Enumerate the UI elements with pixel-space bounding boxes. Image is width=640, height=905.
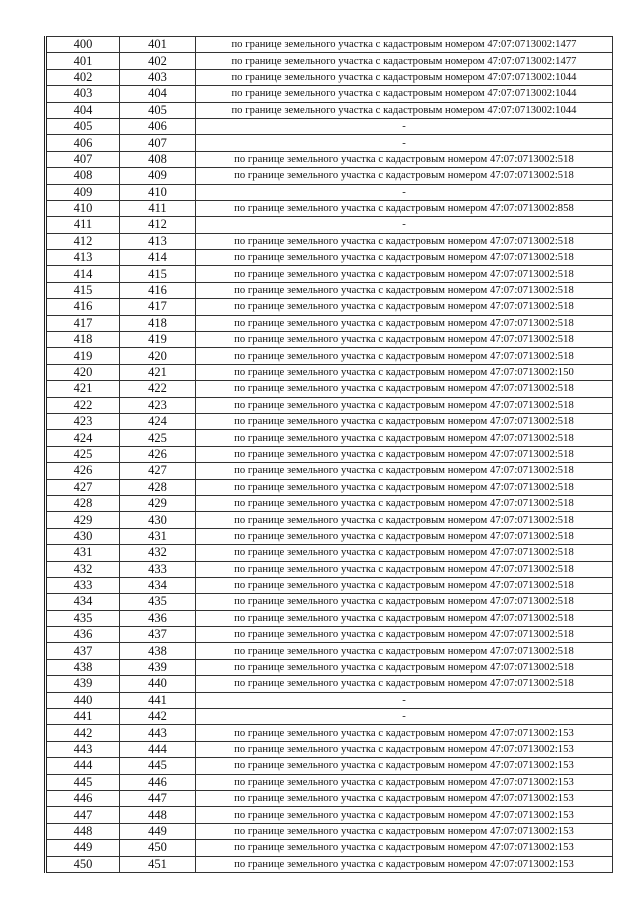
point-to-cell: 411 [120,200,196,216]
table-row [46,594,613,610]
table-row [46,282,613,298]
boundary-table [44,36,613,873]
point-to-cell: 413 [120,233,196,249]
point-from-cell: 446 [46,790,120,806]
boundary-description-cell: по границе земельного участка с кадастровым номером 47:07:0713002:153 [196,840,613,856]
boundary-description-cell: по границе земельного участка с кадастровым номером 47:07:0713002:518 [196,479,613,495]
document-page [44,36,611,873]
point-to-cell: 421 [120,364,196,380]
boundary-description-cell: по границе земельного участка с кадастровым номером 47:07:0713002:518 [196,397,613,413]
point-from-cell: 435 [46,610,120,626]
point-from-cell: 407 [46,151,120,167]
boundary-description-cell: по границе земельного участка с кадастровым номером 47:07:0713002:1044 [196,102,613,118]
table-row [46,233,613,249]
table-row [46,86,613,102]
boundary-description-cell: по границе земельного участка с кадастровым номером 47:07:0713002:518 [196,332,613,348]
point-from-cell: 428 [46,495,120,511]
boundary-description-cell: - [196,692,613,708]
boundary-description-cell: по границе земельного участка с кадастровым номером 47:07:0713002:153 [196,741,613,757]
boundary-description-cell: по границе земельного участка с кадастровым номером 47:07:0713002:858 [196,200,613,216]
point-from-cell: 432 [46,561,120,577]
boundary-description-cell: - [196,135,613,151]
point-from-cell: 426 [46,463,120,479]
boundary-description-cell: по границе земельного участка с кадастровым номером 47:07:0713002:518 [196,545,613,561]
point-from-cell: 430 [46,528,120,544]
point-to-cell: 443 [120,725,196,741]
boundary-description-cell: по границе земельного участка с кадастровым номером 47:07:0713002:1044 [196,69,613,85]
table-row [46,364,613,380]
table-row [46,53,613,69]
point-to-cell: 412 [120,217,196,233]
point-to-cell: 420 [120,348,196,364]
boundary-description-cell: по границе земельного участка с кадастровым номером 47:07:0713002:518 [196,233,613,249]
table-row [46,561,613,577]
point-from-cell: 439 [46,676,120,692]
point-to-cell: 426 [120,446,196,462]
boundary-description-cell: - [196,709,613,725]
table-row [46,774,613,790]
boundary-description-cell: по границе земельного участка с кадастровым номером 47:07:0713002:518 [196,610,613,626]
point-from-cell: 404 [46,102,120,118]
table-row [46,692,613,708]
point-to-cell: 442 [120,709,196,725]
point-from-cell: 402 [46,69,120,85]
point-from-cell: 434 [46,594,120,610]
point-from-cell: 443 [46,741,120,757]
point-from-cell: 413 [46,250,120,266]
boundary-description-cell: по границе земельного участка с кадастровым номером 47:07:0713002:153 [196,823,613,839]
point-to-cell: 419 [120,332,196,348]
point-to-cell: 435 [120,594,196,610]
table-row [46,512,613,528]
point-from-cell: 422 [46,397,120,413]
boundary-description-cell: по границе земельного участка с кадастровым номером 47:07:0713002:150 [196,364,613,380]
table-row [46,495,613,511]
boundary-description-cell: по границе земельного участка с кадастровым номером 47:07:0713002:518 [196,594,613,610]
point-to-cell: 407 [120,135,196,151]
table-row [46,725,613,741]
point-from-cell: 408 [46,168,120,184]
boundary-description-cell: - [196,217,613,233]
boundary-description-cell: по границе земельного участка с кадастровым номером 47:07:0713002:518 [196,446,613,462]
table-row [46,200,613,216]
point-from-cell: 436 [46,627,120,643]
table-row [46,266,613,282]
boundary-description-cell: по границе земельного участка с кадастровым номером 47:07:0713002:153 [196,774,613,790]
boundary-description-cell: по границе земельного участка с кадастровым номером 47:07:0713002:518 [196,413,613,429]
point-from-cell: 417 [46,315,120,331]
table-row [46,545,613,561]
point-to-cell: 428 [120,479,196,495]
table-row [46,332,613,348]
point-to-cell: 425 [120,430,196,446]
table-row [46,709,613,725]
table-row [46,413,613,429]
table-row [46,741,613,757]
table-row [46,610,613,626]
boundary-description-cell: по границе земельного участка с кадастровым номером 47:07:0713002:518 [196,676,613,692]
table-row [46,184,613,200]
table-row [46,69,613,85]
point-from-cell: 437 [46,643,120,659]
point-to-cell: 424 [120,413,196,429]
boundary-description-cell: по границе земельного участка с кадастровым номером 47:07:0713002:1477 [196,53,613,69]
table-row [46,315,613,331]
table-row [46,840,613,856]
table-row [46,627,613,643]
point-from-cell: 420 [46,364,120,380]
point-from-cell: 429 [46,512,120,528]
point-from-cell: 427 [46,479,120,495]
point-to-cell: 434 [120,577,196,593]
point-from-cell: 418 [46,332,120,348]
point-to-cell: 449 [120,823,196,839]
point-from-cell: 410 [46,200,120,216]
point-to-cell: 433 [120,561,196,577]
table-row [46,807,613,823]
point-to-cell: 438 [120,643,196,659]
table-row [46,463,613,479]
boundary-description-cell: по границе земельного участка с кадастровым номером 47:07:0713002:518 [196,643,613,659]
point-to-cell: 450 [120,840,196,856]
table-row [46,856,613,872]
boundary-description-cell: по границе земельного участка с кадастровым номером 47:07:0713002:1044 [196,86,613,102]
point-to-cell: 418 [120,315,196,331]
boundary-description-cell: по границе земельного участка с кадастровым номером 47:07:0713002:518 [196,266,613,282]
point-to-cell: 404 [120,86,196,102]
point-from-cell: 438 [46,659,120,675]
point-from-cell: 406 [46,135,120,151]
boundary-description-cell: по границе земельного участка с кадастровым номером 47:07:0713002:518 [196,577,613,593]
point-to-cell: 406 [120,118,196,134]
table-row [46,758,613,774]
point-to-cell: 416 [120,282,196,298]
point-to-cell: 440 [120,676,196,692]
boundary-description-cell: по границе земельного участка с кадастровым номером 47:07:0713002:518 [196,250,613,266]
table-row [46,446,613,462]
point-from-cell: 419 [46,348,120,364]
boundary-description-cell: по границе земельного участка с кадастровым номером 47:07:0713002:153 [196,856,613,872]
point-from-cell: 433 [46,577,120,593]
table-row [46,659,613,675]
boundary-description-cell: по границе земельного участка с кадастровым номером 47:07:0713002:153 [196,790,613,806]
table-row [46,397,613,413]
boundary-description-cell: по границе земельного участка с кадастровым номером 47:07:0713002:518 [196,348,613,364]
point-to-cell: 422 [120,381,196,397]
boundary-description-cell: - [196,184,613,200]
point-from-cell: 416 [46,299,120,315]
point-from-cell: 401 [46,53,120,69]
table-row [46,37,613,53]
point-to-cell: 439 [120,659,196,675]
point-to-cell: 415 [120,266,196,282]
boundary-description-cell: по границе земельного участка с кадастровым номером 47:07:0713002:518 [196,151,613,167]
point-to-cell: 448 [120,807,196,823]
point-to-cell: 403 [120,69,196,85]
point-to-cell: 432 [120,545,196,561]
point-to-cell: 451 [120,856,196,872]
point-from-cell: 444 [46,758,120,774]
boundary-description-cell: по границе земельного участка с кадастровым номером 47:07:0713002:1477 [196,37,613,53]
boundary-description-cell: по границе земельного участка с кадастровым номером 47:07:0713002:518 [196,627,613,643]
point-to-cell: 410 [120,184,196,200]
point-from-cell: 415 [46,282,120,298]
boundary-description-cell: - [196,118,613,134]
boundary-description-cell: по границе земельного участка с кадастровым номером 47:07:0713002:518 [196,528,613,544]
point-to-cell: 436 [120,610,196,626]
boundary-description-cell: по границе земельного участка с кадастровым номером 47:07:0713002:518 [196,381,613,397]
point-from-cell: 423 [46,413,120,429]
point-to-cell: 445 [120,758,196,774]
point-from-cell: 449 [46,840,120,856]
boundary-description-cell: по границе земельного участка с кадастровым номером 47:07:0713002:153 [196,758,613,774]
table-row [46,168,613,184]
point-to-cell: 414 [120,250,196,266]
table-body [46,37,613,873]
point-to-cell: 431 [120,528,196,544]
boundary-description-cell: по границе земельного участка с кадастровым номером 47:07:0713002:518 [196,168,613,184]
table-row [46,102,613,118]
point-from-cell: 431 [46,545,120,561]
boundary-description-cell: по границе земельного участка с кадастровым номером 47:07:0713002:518 [196,282,613,298]
boundary-description-cell: по границе земельного участка с кадастровым номером 47:07:0713002:153 [196,725,613,741]
point-to-cell: 417 [120,299,196,315]
boundary-description-cell: по границе земельного участка с кадастровым номером 47:07:0713002:518 [196,659,613,675]
table-row [46,299,613,315]
boundary-description-cell: по границе земельного участка с кадастровым номером 47:07:0713002:518 [196,299,613,315]
boundary-description-cell: по границе земельного участка с кадастровым номером 47:07:0713002:518 [196,315,613,331]
table-row [46,381,613,397]
boundary-description-cell: по границе земельного участка с кадастровым номером 47:07:0713002:518 [196,463,613,479]
point-from-cell: 421 [46,381,120,397]
point-to-cell: 409 [120,168,196,184]
point-to-cell: 402 [120,53,196,69]
point-from-cell: 405 [46,118,120,134]
boundary-description-cell: по границе земельного участка с кадастровым номером 47:07:0713002:518 [196,561,613,577]
point-to-cell: 427 [120,463,196,479]
boundary-description-cell: по границе земельного участка с кадастровым номером 47:07:0713002:518 [196,430,613,446]
point-to-cell: 430 [120,512,196,528]
point-from-cell: 447 [46,807,120,823]
point-to-cell: 444 [120,741,196,757]
point-to-cell: 437 [120,627,196,643]
point-from-cell: 403 [46,86,120,102]
point-from-cell: 445 [46,774,120,790]
point-from-cell: 414 [46,266,120,282]
table-row [46,348,613,364]
table-row [46,479,613,495]
table-row [46,823,613,839]
table-row [46,217,613,233]
point-to-cell: 405 [120,102,196,118]
point-to-cell: 423 [120,397,196,413]
table-row [46,250,613,266]
point-to-cell: 447 [120,790,196,806]
boundary-description-cell: по границе земельного участка с кадастровым номером 47:07:0713002:518 [196,512,613,528]
point-from-cell: 424 [46,430,120,446]
table-row [46,151,613,167]
table-row [46,577,613,593]
point-from-cell: 425 [46,446,120,462]
point-from-cell: 440 [46,692,120,708]
boundary-description-cell: по границе земельного участка с кадастровым номером 47:07:0713002:518 [196,495,613,511]
point-from-cell: 441 [46,709,120,725]
table-row [46,118,613,134]
table-row [46,676,613,692]
point-from-cell: 411 [46,217,120,233]
point-to-cell: 429 [120,495,196,511]
point-from-cell: 400 [46,37,120,53]
table-row [46,643,613,659]
table-row [46,430,613,446]
table-row [46,135,613,151]
point-from-cell: 412 [46,233,120,249]
boundary-description-cell: по границе земельного участка с кадастровым номером 47:07:0713002:153 [196,807,613,823]
point-to-cell: 401 [120,37,196,53]
point-from-cell: 448 [46,823,120,839]
point-from-cell: 409 [46,184,120,200]
point-from-cell: 442 [46,725,120,741]
table-row [46,528,613,544]
point-to-cell: 441 [120,692,196,708]
point-to-cell: 408 [120,151,196,167]
point-from-cell: 450 [46,856,120,872]
table-row [46,790,613,806]
point-to-cell: 446 [120,774,196,790]
